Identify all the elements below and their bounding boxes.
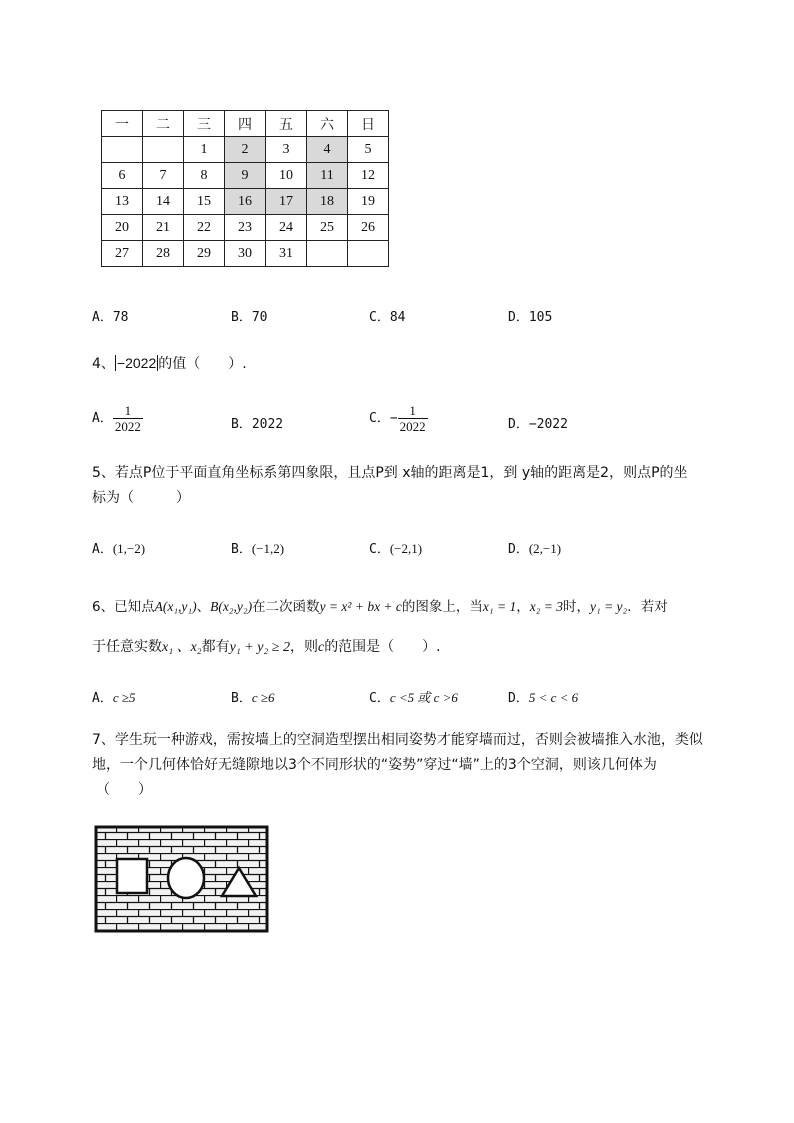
calendar-row <box>102 189 389 215</box>
circle-hole <box>168 858 204 898</box>
q6-line-2 <box>92 636 441 656</box>
q6-text: 的图象上，当 <box>401 599 483 615</box>
q6-option-d-value: 5 < c < 6 <box>528 690 579 705</box>
calendar-cell: 16 <box>225 189 266 215</box>
q6-text: 在二次函数 <box>252 599 320 615</box>
q6-text: 于任意实数 <box>92 639 162 655</box>
q6-text: 都有 <box>201 639 230 655</box>
q5-option-c-label: C． <box>369 542 390 557</box>
calendar-cell: 30 <box>225 241 266 267</box>
q6-option-a-label: A． <box>92 691 113 706</box>
calendar-cell <box>348 241 389 267</box>
q6-text: 、 <box>196 599 211 615</box>
calendar-cell: 27 <box>102 241 143 267</box>
q6-text: ， <box>516 599 530 615</box>
calendar-header-cell: 六 <box>307 111 348 137</box>
q6-inequality: y₁ + y₂ ≥ 2 <box>229 640 290 655</box>
q6-option-b-label: B． <box>231 691 252 706</box>
q6-point-a: A(x₁,y₁) <box>154 599 197 614</box>
q6-variable-c: c <box>317 640 325 655</box>
calendar-header-row <box>102 111 389 137</box>
q7-line-2: 地，一个几何体恰好无缝隙地以3个不同形状的“姿势”穿过“墙”上的3个空洞，则该几何体为 <box>92 757 657 773</box>
q6-text: ，则 <box>289 639 318 655</box>
q6-point-b: B(x₂,y₂) <box>210 599 253 614</box>
q7-line-1: 7、学生玩一种游戏，需按墙上的空洞造型摆出相同姿势才能穿墙而过，否则会被墙推入水池，类似 <box>92 732 703 748</box>
calendar-cell: 28 <box>143 241 184 267</box>
calendar-cell: 29 <box>184 241 225 267</box>
q6-text: 时， <box>563 599 591 615</box>
calendar-cell: 12 <box>348 163 389 189</box>
fraction-denominator: 2022 <box>399 419 426 434</box>
fraction-numerator: 1 <box>398 403 428 419</box>
q6-text: ．若对 <box>627 599 668 615</box>
calendar-cell: 23 <box>225 215 266 241</box>
q4-prefix: 4、 <box>92 356 115 372</box>
fraction <box>113 403 143 434</box>
calendar-row <box>102 241 389 267</box>
q6-option-c-label: C． <box>369 691 390 706</box>
calendar-cell <box>102 137 143 163</box>
q6-line-1 <box>92 595 668 615</box>
calendar-table <box>101 110 389 267</box>
fraction-numerator: 1 <box>113 403 143 419</box>
q3-option-c: C．84 <box>369 310 406 325</box>
q6-option-d-label: D． <box>508 691 529 706</box>
calendar-cell: 2 <box>225 137 266 163</box>
q6-option-c <box>369 687 458 706</box>
q6-option-b <box>231 687 274 706</box>
q4-abs-value: −2022 <box>116 355 157 371</box>
q5-option-a-label: A． <box>92 542 113 557</box>
calendar-cell: 4 <box>307 137 348 163</box>
calendar-cell: 21 <box>143 215 184 241</box>
calendar-header-cell: 三 <box>184 111 225 137</box>
q4-suffix: 的值（ ）. <box>158 356 247 372</box>
q6-function: y = x² + bx + c <box>319 599 402 614</box>
q4-stem <box>92 353 247 373</box>
calendar-header-cell: 日 <box>348 111 389 137</box>
q4-option-a <box>92 403 143 434</box>
calendar-row <box>102 137 389 163</box>
calendar-row <box>102 215 389 241</box>
calendar-cell: 13 <box>102 189 143 215</box>
q7-line-3: （ ） <box>96 782 152 798</box>
q6-condition: y₁ = y₂ <box>590 599 628 614</box>
calendar-cell: 1 <box>184 137 225 163</box>
calendar-cell: 20 <box>102 215 143 241</box>
q6-option-d <box>508 687 578 706</box>
calendar-cell: 5 <box>348 137 389 163</box>
q5-option-b-value: (−1,2) <box>251 541 285 556</box>
q6-text: 6、已知点 <box>92 599 155 615</box>
calendar-header-cell: 一 <box>102 111 143 137</box>
q6-variables: x₁ 、x₂ <box>162 640 202 655</box>
calendar-cell: 15 <box>184 189 225 215</box>
brick-wall-image <box>94 825 269 933</box>
q5-option-d <box>508 538 561 557</box>
q5-option-b-label: B． <box>231 542 252 557</box>
calendar-cell: 3 <box>266 137 307 163</box>
q6-option-c-value: c <5 或 c >6 <box>389 690 458 705</box>
calendar-header-cell: 五 <box>266 111 307 137</box>
q4-option-d: D．−2022 <box>508 417 568 432</box>
q3-option-b: B．70 <box>231 310 268 325</box>
q3-option-d: D．105 <box>508 310 553 325</box>
calendar-cell <box>307 241 348 267</box>
calendar-cell: 17 <box>266 189 307 215</box>
q6-option-a <box>92 687 135 706</box>
q5-option-a <box>92 538 145 557</box>
q6-condition: x₂ = 3 <box>529 599 564 614</box>
calendar-cell: 6 <box>102 163 143 189</box>
fraction-denominator: 2022 <box>114 419 141 434</box>
calendar-cell: 7 <box>143 163 184 189</box>
q5-option-a-value: (1,−2) <box>112 541 146 556</box>
calendar-cell: 31 <box>266 241 307 267</box>
fraction <box>398 403 428 434</box>
square-hole <box>117 859 147 893</box>
calendar-cell <box>143 137 184 163</box>
q3-option-a: A．78 <box>92 310 129 325</box>
calendar-cell: 9 <box>225 163 266 189</box>
calendar-cell: 10 <box>266 163 307 189</box>
calendar-cell: 11 <box>307 163 348 189</box>
q5-option-b <box>231 538 284 557</box>
q5-option-c-value: (−2,1) <box>389 541 423 556</box>
q5-option-c <box>369 538 422 557</box>
calendar-cell: 25 <box>307 215 348 241</box>
calendar-header-cell: 四 <box>225 111 266 137</box>
calendar-cell: 24 <box>266 215 307 241</box>
q5-line-2: 标为（ ） <box>92 490 190 506</box>
calendar-header-cell: 二 <box>143 111 184 137</box>
calendar-cell: 22 <box>184 215 225 241</box>
q5-option-d-value: (2,−1) <box>528 541 562 556</box>
q5-line-1: 5、若点P位于平面直角坐标系第四象限，且点P到 x轴的距离是1，到 y轴的距离是2，则点P的坐 <box>92 465 688 481</box>
q5-option-d-label: D． <box>508 542 529 557</box>
q6-option-a-value: c ≥5 <box>112 690 136 705</box>
calendar-cell: 18 <box>307 189 348 215</box>
q6-condition: x₁ = 1 <box>482 599 517 614</box>
q4-option-c-label: C．− <box>369 411 398 426</box>
q4-option-b: B．2022 <box>231 417 284 432</box>
q6-text: 的范围是（ ）. <box>324 639 441 655</box>
calendar-cell: 14 <box>143 189 184 215</box>
calendar-row <box>102 163 389 189</box>
q4-option-c <box>369 403 428 434</box>
calendar-cell: 26 <box>348 215 389 241</box>
q6-option-b-value: c ≥6 <box>251 690 275 705</box>
calendar-cell: 19 <box>348 189 389 215</box>
q4-option-a-label: A． <box>92 411 113 426</box>
calendar-cell: 8 <box>184 163 225 189</box>
